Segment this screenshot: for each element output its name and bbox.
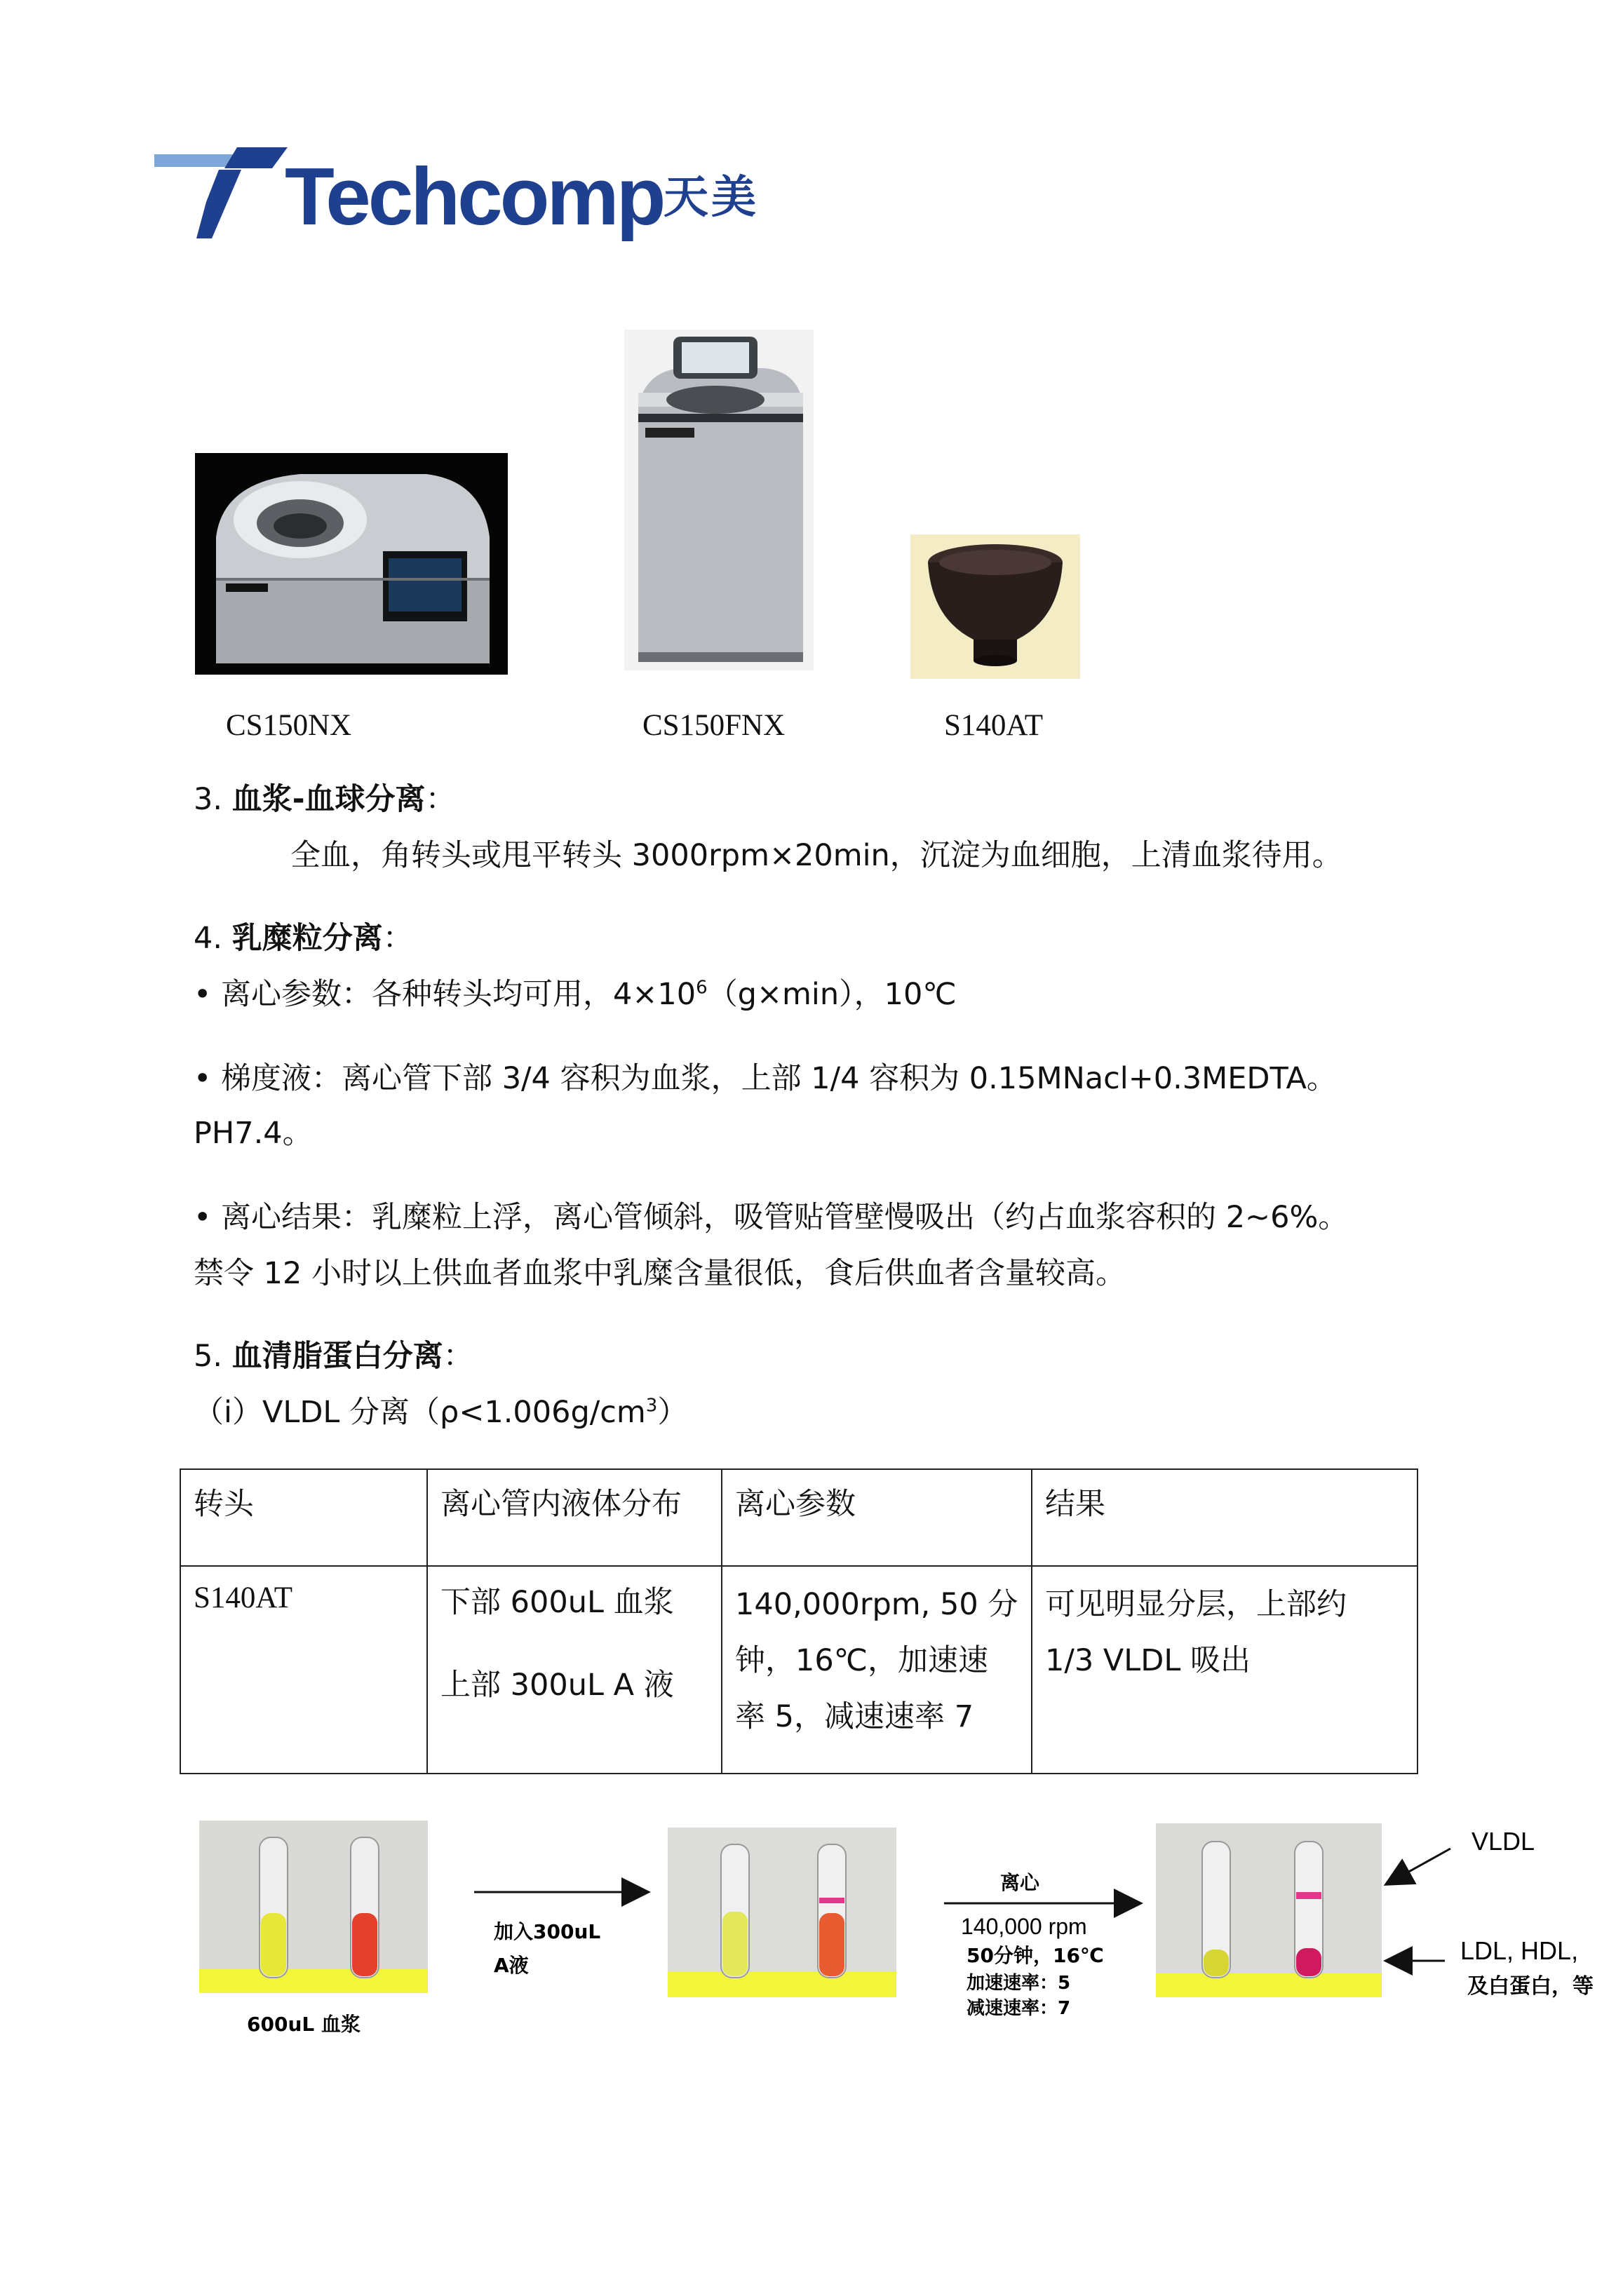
section4-bullet-result-line2: 禁令 12 小时以上供血者血浆中乳糜含量很低，食后供血者含量较高。 xyxy=(194,1256,1126,1291)
label-ldl-line1: LDL, HDL, xyxy=(1460,1936,1579,1965)
tube-photo-before xyxy=(199,1821,428,1993)
section4-title: 乳糜粒分离 xyxy=(231,921,383,956)
pointer-vldl xyxy=(1387,1849,1450,1884)
parameters-line2: 钟，16℃，加速速 xyxy=(735,1643,989,1678)
vldl-subheading-close: ） xyxy=(657,1395,688,1430)
section3-colon: ： xyxy=(425,782,456,817)
section4-heading xyxy=(194,917,413,959)
section5-subheading xyxy=(194,1391,687,1433)
distribution-line1: 下部 600uL 血浆 xyxy=(440,1585,674,1620)
section3-title: 血浆-血球分离 xyxy=(231,782,426,817)
vldl-subheading-exponent: 3 xyxy=(645,1395,658,1417)
cell-distribution xyxy=(427,1566,722,1774)
cell-rotor: S140AT xyxy=(180,1566,427,1774)
label-decel: 减速速率：7 xyxy=(967,1998,1071,2019)
header-distribution: 离心管内液体分布 xyxy=(427,1469,722,1566)
header-parameters: 离心参数 xyxy=(722,1469,1032,1566)
result-line1: 可见明显分层，上部约 xyxy=(1045,1587,1347,1622)
section4-bullet-gradient-line1: • 梯度液：离心管下部 3/4 容积为血浆，上部 1/4 容积为 0.15MNacl+0.3MEDTA。 xyxy=(194,1061,1337,1096)
vldl-subheading-text: （ⅰ）VLDL 分离（ρ<1.006g/cm xyxy=(194,1395,646,1430)
bullet-params-units: （g×min），10℃ xyxy=(707,977,957,1012)
label-add-line2: A液 xyxy=(494,1954,529,1977)
caption-s140at: S140AT xyxy=(944,709,1043,742)
label-vldl: VLDL xyxy=(1472,1827,1535,1856)
vldl-separation-table xyxy=(180,1468,1418,1774)
label-speed: 140,000 rpm xyxy=(961,1914,1087,1939)
section4-bullet-result-line1: • 离心结果：乳糜粒上浮，离心管倾斜，吸管贴管壁慢吸出（约占血浆容积的 2~6%。 xyxy=(194,1200,1349,1235)
table-header-row xyxy=(180,1469,1417,1566)
label-plasma: 600uL 血浆 xyxy=(247,2013,361,2036)
section4-colon: ： xyxy=(382,921,413,956)
techcomp-logo-icon xyxy=(154,147,288,238)
bullet-params-exponent: 6 xyxy=(696,977,708,999)
parameters-line3: 率 5，减速速率 7 xyxy=(735,1699,974,1734)
tube-photo-after xyxy=(1156,1823,1382,1997)
header-result: 结果 xyxy=(1032,1469,1417,1566)
label-centrifuge: 离心 xyxy=(1000,1871,1040,1894)
hitachi-floor-ultracentrifuge-photo xyxy=(624,330,814,670)
section4-number: 4. xyxy=(194,921,223,956)
parameters-line1: 140,000rpm, 50 分 xyxy=(735,1587,1018,1622)
section3-body: 全血，角转头或甩平转头 3000rpm×20min，沉淀为血细胞，上清血浆待用。 xyxy=(290,838,1342,873)
section3-number: 3. xyxy=(194,782,223,817)
section5-colon: ： xyxy=(443,1339,473,1374)
section3-heading xyxy=(194,778,456,821)
caption-cs150fnx: CS150FNX xyxy=(642,709,786,742)
label-accel: 加速速率：5 xyxy=(967,1973,1071,1994)
table-row xyxy=(180,1566,1417,1774)
brand-name-cn: 天美 xyxy=(664,172,759,224)
section4-bullet-params xyxy=(194,973,957,1015)
cell-parameters xyxy=(722,1566,1032,1774)
section4-bullet-gradient-line2: PH7.4。 xyxy=(194,1116,313,1151)
tube-photo-layered xyxy=(668,1828,896,1997)
label-ldl-line2: 及白蛋白，等 xyxy=(1467,1974,1594,1999)
result-line2: 1/3 VLDL 吸出 xyxy=(1045,1643,1251,1678)
tube-separation-diagram xyxy=(0,1809,1623,2062)
cell-result xyxy=(1032,1566,1417,1774)
section5-number: 5. xyxy=(194,1339,223,1374)
hitachi-benchtop-ultracentrifuge-photo xyxy=(195,453,508,675)
label-add-line1: 加入300uL xyxy=(494,1920,601,1943)
label-time-temp: 50分钟，16℃ xyxy=(967,1944,1104,1967)
header-rotor: 转头 xyxy=(180,1469,427,1566)
caption-cs150nx: CS150NX xyxy=(226,709,352,742)
brand-name: Techcomp xyxy=(285,151,664,242)
bullet-params-text: • 离心参数：各种转头均可用，4×10 xyxy=(194,977,696,1012)
section5-title: 血清脂蛋白分离 xyxy=(231,1339,443,1374)
distribution-line2: 上部 300uL A 液 xyxy=(440,1668,674,1703)
angle-rotor-photo xyxy=(910,534,1080,679)
section5-heading xyxy=(194,1335,473,1377)
